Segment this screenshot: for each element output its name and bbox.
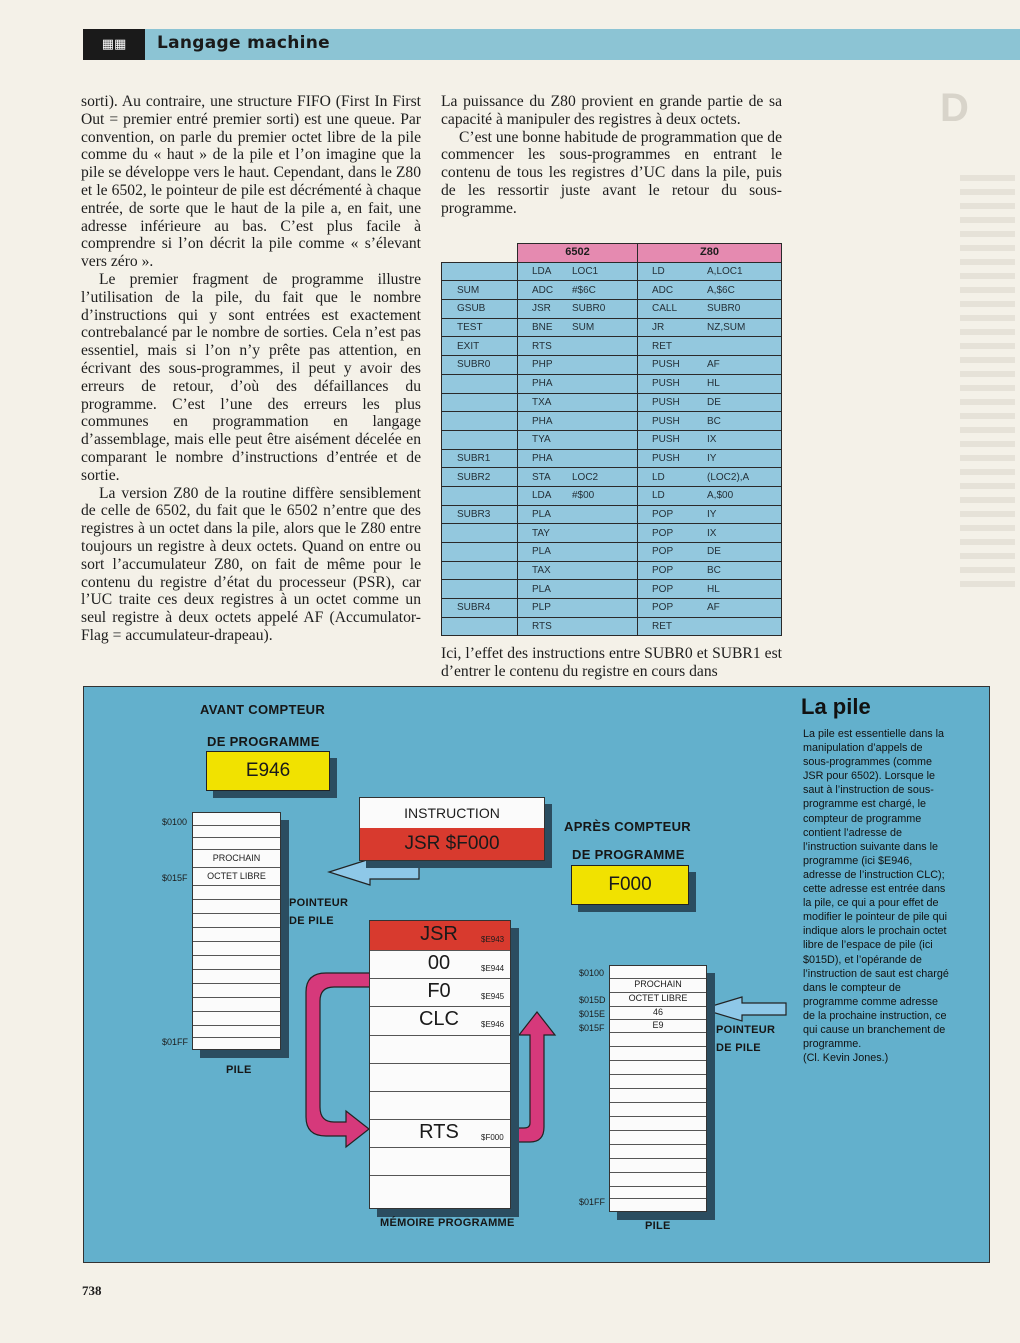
table-cell: TEST	[442, 318, 518, 337]
table-cell: JR	[638, 318, 708, 337]
table-cell	[442, 486, 518, 505]
table-row	[442, 449, 782, 468]
table-row	[442, 486, 782, 505]
table-cell: GSUB	[442, 300, 518, 319]
table-cell	[442, 262, 518, 281]
table-row	[442, 300, 782, 319]
instruction-box	[359, 797, 545, 861]
table-row	[442, 374, 782, 393]
table-row	[442, 580, 782, 599]
table-cell	[442, 374, 518, 393]
table-row	[442, 543, 782, 562]
left-addr-bottom: $01FF	[162, 1037, 189, 1047]
table-cell: PHP	[518, 356, 573, 375]
table-cell: PUSH	[638, 430, 708, 449]
table-row	[442, 318, 782, 337]
left-addr-ptr: $015F	[162, 873, 188, 883]
paragraph: sorti). Au contraire, une structure FIFO (First In First Out = premier entré premier sorti) est une queue. Par convention, on parle du premier octet libre de la pile comme du « haut » de la pile et l’on imagine que la pile se développe vers le haut. Cependant, dans le Z80 et le 6502, le pointeur de pile est décrémenté à chaque entrée, de sorte que le haut de la pile a, en fait, une adresse inférieure au bas. C’est plus facile à comprendre si l’on décrit la pile comme « s’élevant vers zéro ».	[81, 93, 421, 271]
table-cell: SUBR0	[572, 300, 638, 319]
left-stack-caption: PILE	[226, 1064, 252, 1076]
table-cell: NZ,SUM	[707, 318, 782, 337]
memory-cell-value: JSR	[420, 923, 458, 945]
table-cell	[442, 617, 518, 636]
instruction-value: JSR $F000	[360, 828, 544, 860]
paragraph-continuation: Ici, l’effet des instructions entre SUBR0 et SUBR1 est d’entrer le contenu du registre en cours dans	[441, 645, 782, 680]
table-cell	[442, 430, 518, 449]
right-addr-bottom: $01FF	[579, 1197, 606, 1207]
before-pc-box: E946	[206, 751, 330, 791]
table-cell: BC	[707, 412, 782, 431]
table-row	[442, 599, 782, 618]
table-cell	[572, 337, 638, 356]
table-cell: RET	[638, 337, 708, 356]
table-header-z80: Z80	[638, 244, 782, 263]
memory-cell-value: RTS	[419, 1121, 459, 1143]
before-label-1: AVANT COMPTEUR	[200, 702, 326, 717]
section-title: Langage machine	[157, 33, 330, 53]
table-cell: POP	[638, 524, 708, 543]
photo-credit: (Cl. Kevin Jones.)	[803, 1052, 889, 1065]
table-row	[442, 262, 782, 281]
memory-cell-address: $E944	[481, 964, 505, 973]
right-addr-f: $015F	[579, 1023, 605, 1033]
table-cell: PUSH	[638, 374, 708, 393]
table-cell: RET	[638, 617, 708, 636]
table-cell: PUSH	[638, 356, 708, 375]
table-cell: PUSH	[638, 449, 708, 468]
table-cell: BC	[707, 561, 782, 580]
table-cell	[572, 505, 638, 524]
right-free-label-1: PROCHAIN	[634, 979, 682, 989]
table-cell	[572, 599, 638, 618]
table-cell	[572, 580, 638, 599]
table-cell: TAY	[518, 524, 573, 543]
right-pointer-label-2: DE PILE	[716, 1042, 761, 1054]
table-cell: ADC	[518, 281, 573, 300]
table-cell: IY	[707, 505, 782, 524]
before-label-2: DE PROGRAMME	[207, 734, 320, 749]
table-cell: LD	[638, 486, 708, 505]
table-cell: LD	[638, 468, 708, 487]
right-column	[441, 93, 782, 218]
table-cell: (LOC2),A	[707, 468, 782, 487]
table-cell: POP	[638, 505, 708, 524]
right-free-label-2: OCTET LIBRE	[628, 993, 688, 1003]
memory-caption: MÉMOIRE PROGRAMME	[380, 1217, 515, 1229]
section-logo-icon: ▦▦	[83, 29, 145, 60]
table-cell: DE	[707, 393, 782, 412]
table-cell: A,$6C	[707, 281, 782, 300]
table-cell	[707, 337, 782, 356]
right-value-e: 46	[652, 1007, 663, 1017]
right-pointer-label-1: POINTEUR	[716, 1024, 776, 1036]
memory-cell-address: $F000	[481, 1133, 504, 1142]
table-cell	[572, 617, 638, 636]
table-cell: PLA	[518, 580, 573, 599]
table-cell: ADC	[638, 281, 708, 300]
right-pointer-arrow	[702, 997, 786, 1021]
instruction-label: INSTRUCTION	[360, 798, 544, 828]
table-cell: EXIT	[442, 337, 518, 356]
table-cell	[442, 561, 518, 580]
table-cell: LD	[638, 262, 708, 281]
table-cell	[442, 393, 518, 412]
table-cell: PLP	[518, 599, 573, 618]
table-cell: PUSH	[638, 412, 708, 431]
table-cell: HL	[707, 580, 782, 599]
table-cell	[442, 543, 518, 562]
table-corner	[442, 244, 518, 263]
table-cell: A,$00	[707, 486, 782, 505]
table-row	[442, 412, 782, 431]
table-cell: PHA	[518, 412, 573, 431]
paragraph: La puissance du Z80 provient en grande partie de sa capacité à manipuler des registres à deux octets.	[441, 93, 782, 128]
table-cell: A,LOC1	[707, 262, 782, 281]
table-row	[442, 393, 782, 412]
table-row	[442, 468, 782, 487]
table-cell: POP	[638, 599, 708, 618]
bleed-through-decoration: D	[940, 86, 969, 130]
memory-cell-address: $E943	[481, 935, 505, 944]
table-cell: SUBR0	[707, 300, 782, 319]
table-cell: BNE	[518, 318, 573, 337]
table-cell: TYA	[518, 430, 573, 449]
left-pointer-arrow	[329, 859, 419, 885]
table-cell: RTS	[518, 617, 573, 636]
table-cell: SUBR1	[442, 449, 518, 468]
sidebar-title: La pile	[801, 694, 871, 719]
table-cell	[572, 561, 638, 580]
table-cell: TAX	[518, 561, 573, 580]
table-cell	[442, 524, 518, 543]
left-stack	[192, 812, 281, 1050]
memory-cell-address: $E945	[481, 992, 505, 1001]
table-cell: POP	[638, 580, 708, 599]
left-free-label-2: OCTET LIBRE	[207, 871, 266, 881]
sidebar-text	[803, 727, 951, 1065]
table-cell: PHA	[518, 374, 573, 393]
memory-cell-value: 00	[427, 952, 451, 974]
table-cell: PLA	[518, 543, 573, 562]
left-column	[81, 93, 421, 645]
table-cell	[572, 374, 638, 393]
sidebar-body: La pile est essentielle dans la manipulation d’appels de sous-programmes (comme JSR pour 6502). Lorsque le saut à l’instruction de sous-programme est chargé, le compteur de programme contient l’adresse de l’instruction suivante dans le programme (ici $E946, adresse de l’instruction CLC); cette adresse est entrée dans la pile, ce qui a pour effet de modifier le pointeur de pile qui indique alors le prochain octet libre de l’espace de pile (ici $015D), et l’opérande de l’instruction de saut est chargé dans le compteur de programme comme adresse de la prochaine instruction, ce qui cause un branchement de programme.	[803, 728, 949, 1051]
table-cell: HL	[707, 374, 782, 393]
table-row	[442, 617, 782, 636]
table-cell	[572, 393, 638, 412]
page-number: 738	[82, 1283, 102, 1298]
table-row	[442, 281, 782, 300]
left-pointer-label-1: POINTEUR	[289, 897, 349, 909]
table-cell: LOC1	[572, 262, 638, 281]
table-cell	[572, 430, 638, 449]
code-comparison-table	[441, 243, 782, 636]
table-cell: POP	[638, 561, 708, 580]
table-header-6502: 6502	[518, 244, 638, 263]
after-label-1: APRÈS COMPTEUR	[564, 819, 691, 834]
after-pc-box: F000	[571, 865, 689, 905]
jump-arrow-left	[306, 973, 370, 1147]
paragraph: Le premier fragment de programme illustre l’utilisation de la pile, du fait que le nombre d’instructions qui y sont entrées est exactement contrebalancé par le nombre de sorties. Cela n’est pas essentiel, mais si l’on n’y prête pas attention, en écrivant des sous-programmes, il peut y avoir des erreurs de retour, d’où des défaillances du programme. C’est l’une des erreurs les plus communes en programmation en langage d’assemblage, mais elle peut être aisément décelée en comparant le nombre d’instructions d’entrée et de sortie.	[81, 270, 421, 484]
after-label-2: DE PROGRAMME	[572, 847, 685, 862]
table-cell: STA	[518, 468, 573, 487]
table-row	[442, 337, 782, 356]
table-row	[442, 356, 782, 375]
left-pointer-label-2: DE PILE	[289, 915, 334, 927]
table-cell	[572, 449, 638, 468]
table-cell: IX	[707, 430, 782, 449]
right-addr-top: $0100	[579, 968, 605, 978]
table-cell	[442, 580, 518, 599]
memory-cells	[369, 920, 509, 1207]
table-cell: SUBR0	[442, 356, 518, 375]
table-cell: LDA	[518, 262, 573, 281]
table-cell: TXA	[518, 393, 573, 412]
table-cell: IY	[707, 449, 782, 468]
table-cell: SUBR3	[442, 505, 518, 524]
right-stack-caption: PILE	[645, 1220, 671, 1232]
table-cell: PLA	[518, 505, 573, 524]
table-cell	[572, 524, 638, 543]
table-cell: IX	[707, 524, 782, 543]
right-stack	[609, 965, 707, 1212]
table-cell: LOC2	[572, 468, 638, 487]
table-cell: LDA	[518, 486, 573, 505]
paragraph: C’est une bonne habitude de programmation que de commencer les sous-programmes en entrant le contenu de tous les registres d’UC dans la pile, puis de les ressortir juste avant le retour du sous-programme.	[441, 128, 782, 217]
memory-cell-address: $E946	[481, 1020, 505, 1029]
table-cell: POP	[638, 543, 708, 562]
table-cell	[707, 617, 782, 636]
table-cell	[572, 412, 638, 431]
right-value-f: E9	[652, 1020, 664, 1030]
table-cell	[572, 543, 638, 562]
right-addr-d: $015D	[579, 995, 606, 1005]
table-cell: AF	[707, 599, 782, 618]
table-row	[442, 561, 782, 580]
table-cell: #$6C	[572, 281, 638, 300]
left-free-label-1: PROCHAIN	[212, 853, 261, 863]
left-addr-top: $0100	[162, 817, 188, 827]
table-cell	[442, 412, 518, 431]
table-row	[442, 524, 782, 543]
paragraph: La version Z80 de la routine diffère sensiblement de celle de 6502, du fait que le 6502 n’entre que des registres à un octet dans la pile, alors que le Z80 entre toujours un registre à deux octets. Quand on entre ou sort l’accumulateur Z80, on fait de même pour le contenu du registre d’état du processeur (PSR), car l’UC traite ces deux registres à un octet comme un seul registre à deux octets appelé AF (Accumulator-Flag = accumulateur-drapeau).	[81, 484, 421, 644]
table-row	[442, 505, 782, 524]
table-cell: SUM	[442, 281, 518, 300]
table-cell: CALL	[638, 300, 708, 319]
table-cell: DE	[707, 543, 782, 562]
table-cell: SUBR4	[442, 599, 518, 618]
table-cell: PUSH	[638, 393, 708, 412]
memory-cell-value: CLC	[418, 1008, 459, 1030]
bleed-through-lines	[960, 175, 1015, 595]
table-cell: SUBR2	[442, 468, 518, 487]
table-cell: JSR	[518, 300, 573, 319]
table-cell	[572, 356, 638, 375]
table-row	[442, 430, 782, 449]
table-cell: PHA	[518, 449, 573, 468]
right-addr-e: $015E	[579, 1009, 606, 1019]
table-cell: SUM	[572, 318, 638, 337]
table-cell: #$00	[572, 486, 638, 505]
table-cell: RTS	[518, 337, 573, 356]
memory-cell-value: F0	[427, 980, 451, 1002]
table-cell: AF	[707, 356, 782, 375]
